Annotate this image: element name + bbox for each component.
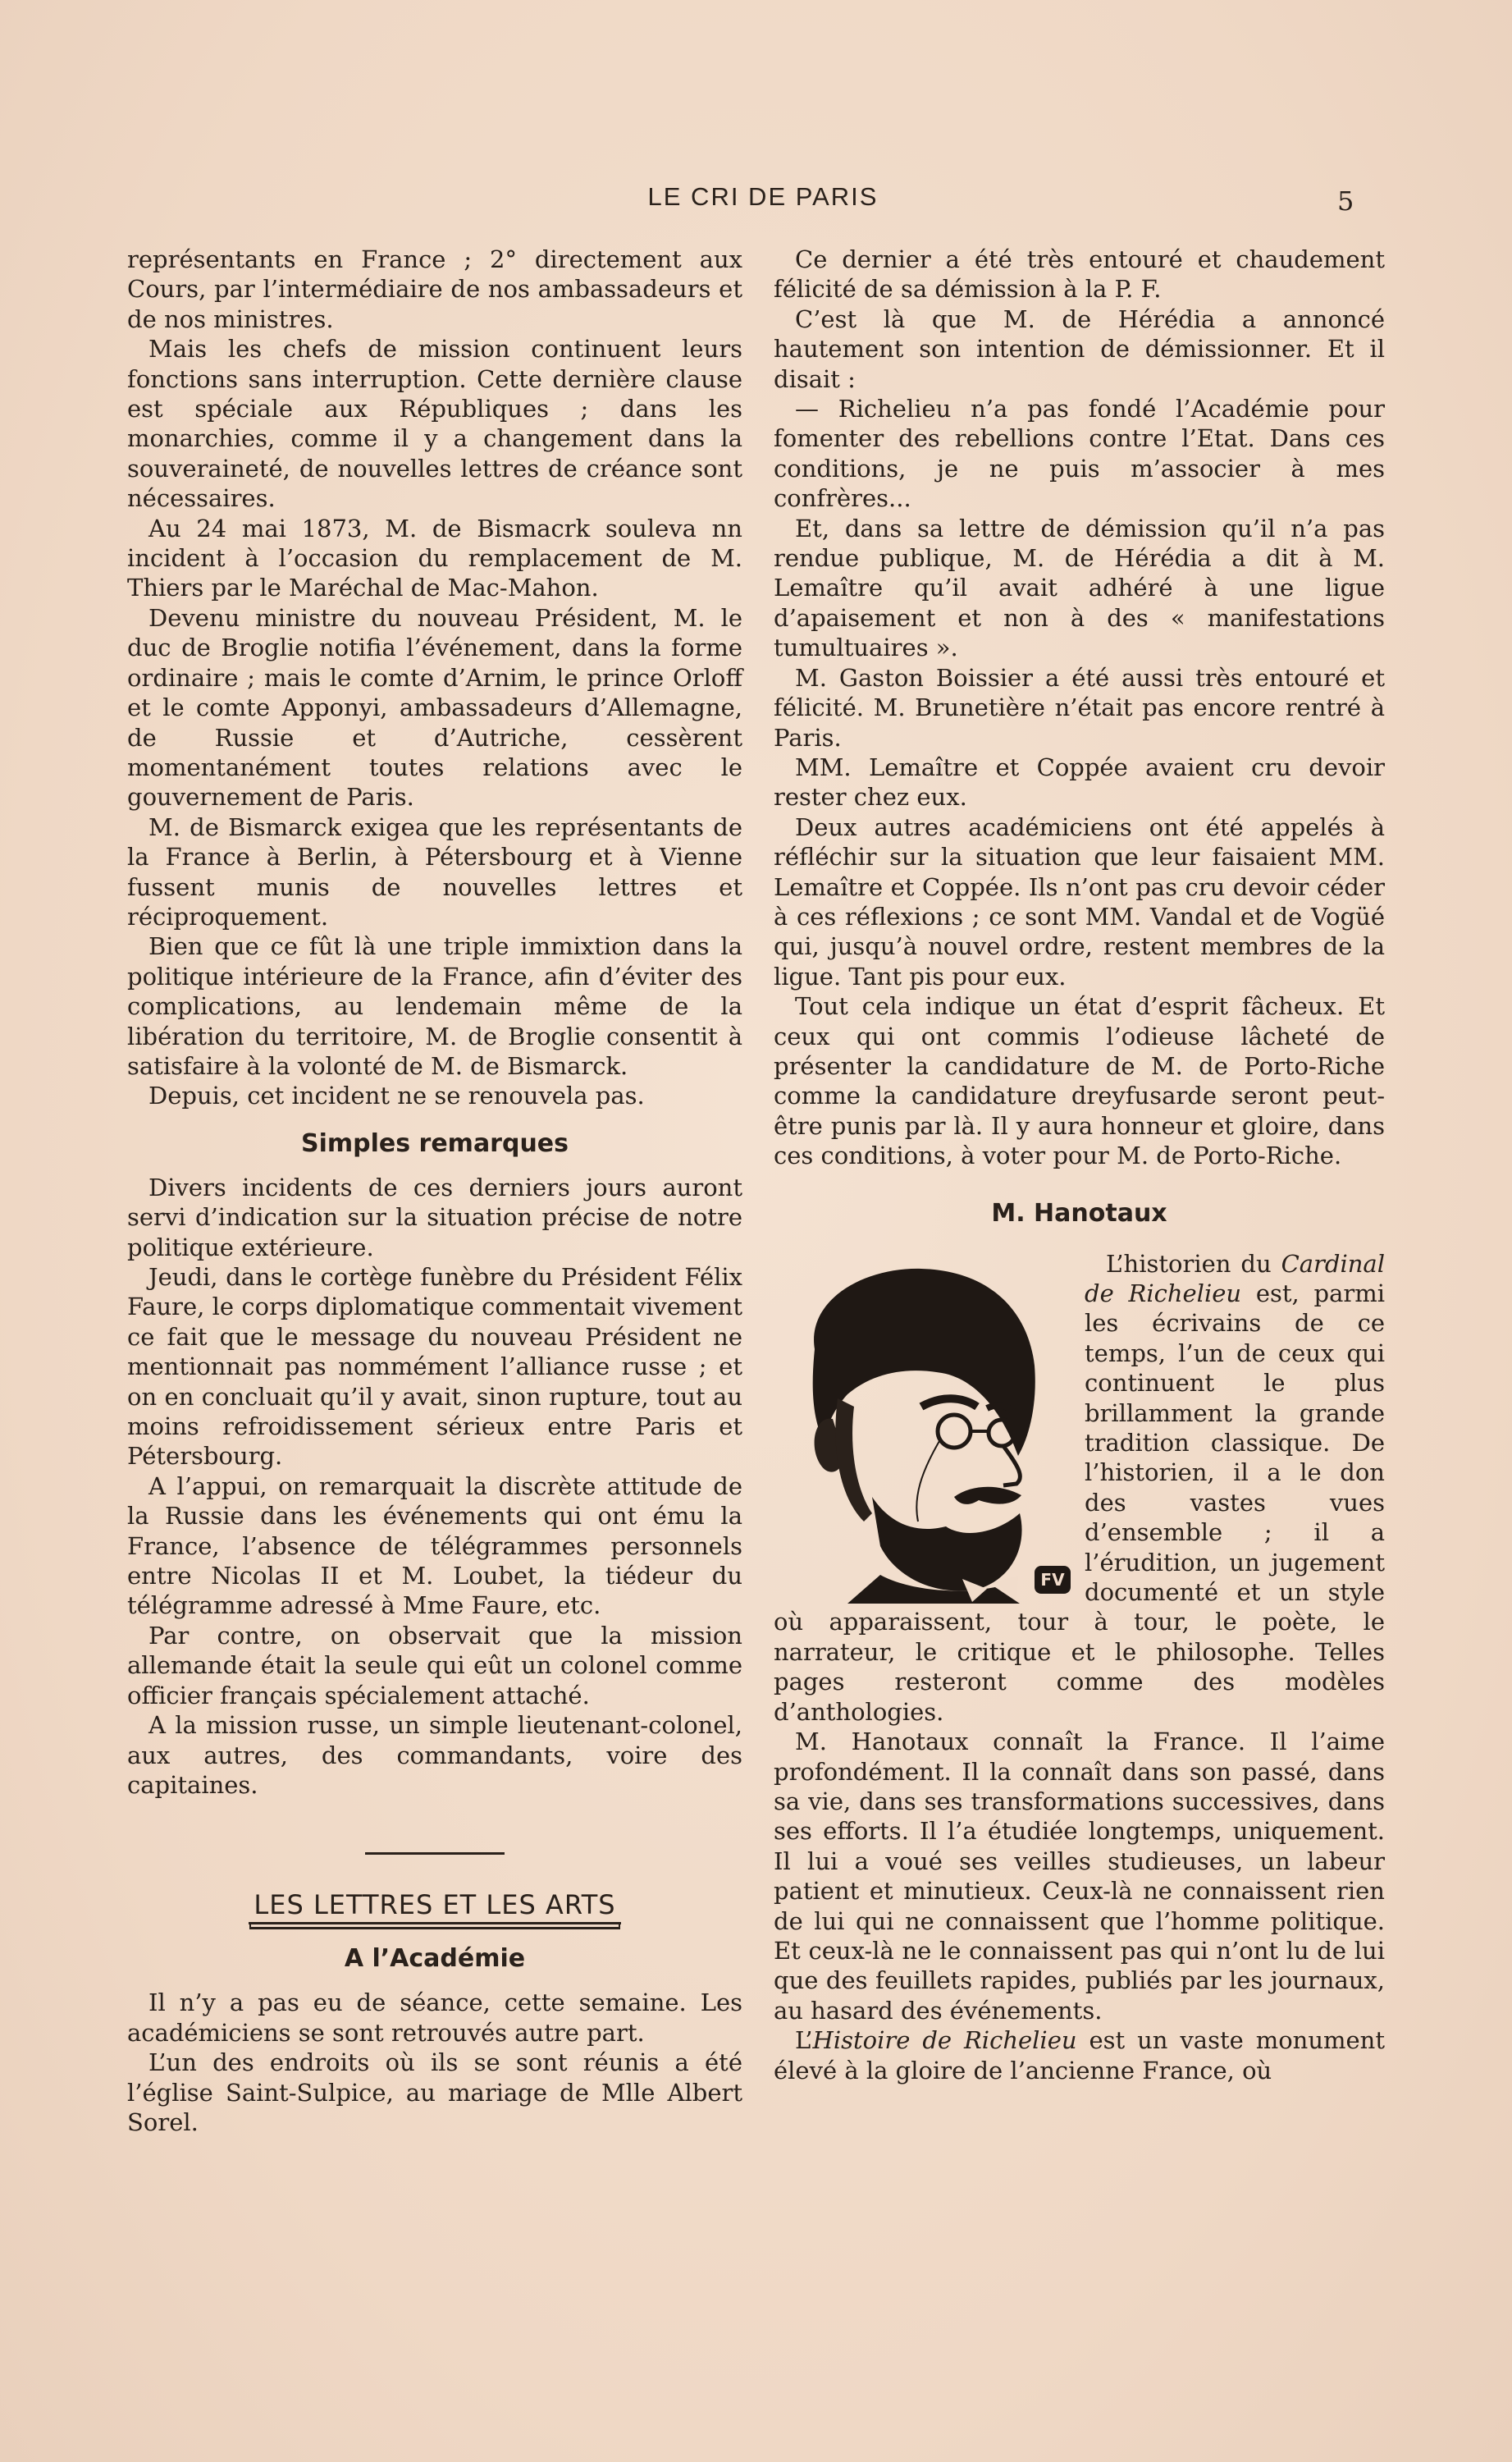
separator-rule: [365, 1852, 505, 1855]
page-number: 5: [1337, 185, 1354, 217]
paragraph: Au 24 mai 1873, M. de Bismacrk souleva nn incident à l’occasion du remplacement de M. Thiers par le Maréchal de Mac-Mahon.: [127, 514, 742, 602]
paragraph: Tout cela indique un état d’esprit fâcheux. Et ceux qui ont commis l’odieuse lâcheté de présenter la candidature de M. de Porto-Riche comme la candidature dreyfusarde seront peut-être punis par là. Il y aura honneur et gloire, dans ces conditions, à voter pour M. de Porto-Riche.: [774, 992, 1385, 1170]
paragraph: Et, dans sa lettre de démission qu’il n’a pas rendue publique, M. de Hérédia a dit à M. Lemaître qu’il avait adhéré à une ligue d’apaisement et non à des « manifestations tumultuaires ».: [774, 514, 1385, 662]
section-title: LES LETTRES ET LES ARTS: [249, 1889, 620, 1924]
newspaper-title: LE CRI DE PARIS: [647, 182, 879, 211]
section-header: [127, 1852, 742, 1924]
paragraph: Jeudi, dans le cortège funèbre du Président Félix Faure, le corps diplomatique commentait vivement ce fait que le message du nouveau Président ne mentionnait pas nommément l’alliance russe ; et on en concluait qu’il y avait, sinon rupture, tout au moins refroidissement sérieux entre Paris et Pétersbourg.: [127, 1263, 742, 1471]
text-run: est un vaste monument élevé à la gloire de l’ancienne France, où: [774, 2026, 1385, 2084]
paragraph: Par contre, on observait que la mission allemande était la seule qui eût un colonel comme officier français spécialement attaché.: [127, 1621, 742, 1709]
paragraph: représentants en France ; 2° directement aux Cours, par l’intermédiaire de nos ambassadeurs et de nos ministres.: [127, 245, 742, 333]
paragraph: — Richelieu n’a pas fondé l’Académie pour fomenter des rebellions contre l’Etat. Dans ces conditions, je ne puis m’associer à mes confrères...: [774, 395, 1385, 513]
left-column: [127, 245, 742, 2137]
paragraph: C’est là que M. de Hérédia a annoncé hautement son intention de démissionner. Et il disait :: [774, 304, 1385, 393]
paragraph: Mais les chefs de mission continuent leurs fonctions sans interruption. Cette dernière clause est spéciale aux Républiques ; dans les monarchies, comme il y a changement dans la souveraineté, de nouvelles lettres de créance sont nécessaires.: [127, 335, 742, 513]
paragraph: [774, 2025, 1385, 2085]
paragraph: A l’appui, on remarquait la discrète attitude de la Russie dans les événements qui ont ému la France, l’absence de télégrammes personnels entre Nicolas II et M. Loubet, la tiédeur du télégramme adressé à Mme Faure, etc.: [127, 1471, 742, 1620]
running-head: [0, 182, 1512, 215]
paragraph: M. de Bismarck exigea que les représentants de la France à Berlin, à Pétersbourg et à Vienne fussent munis de nouvelles lettres et réciproquement.: [127, 812, 742, 931]
heading-simples-remarques: Simples remarques: [300, 1128, 569, 1158]
paragraph: L’un des endroits où ils se sont réunis a été l’église Saint-Sulpice, au mariage de Mlle Albert Sorel.: [127, 2048, 742, 2136]
portrait-monogram: FV: [1040, 1569, 1065, 1590]
paragraph: Depuis, cet incident ne se renouvela pas.: [148, 1082, 645, 1110]
paragraph: Il n’y a pas eu de séance, cette semaine. Les académiciens se sont retrouvés autre part.: [127, 1988, 742, 2047]
paragraph: M. Hanotaux connaît la France. Il l’aime profondément. Il la connaît dans son passé, dans sa vie, dans ses transformations successives, dans ses efforts. Il l’a étudiée longtemps, uniquement. Il lui a voué ses veilles studieuses, un labeur patient et minutieux. Ceux-là ne connaissent rien de lui qui ne connaissent que l’homme politique. Et ceux-là ne le connaissent pas qui n’ont lu de lui que des feuillets rapides, publiés par les journaux, au hasard des événements.: [774, 1728, 1385, 2025]
italic-title: Histoire de Richelieu: [812, 2026, 1077, 2055]
paragraph: M. Gaston Boissier a été aussi très entouré et félicité. M. Brunetière n’était pas encore rentré à Paris.: [774, 663, 1385, 752]
paragraph: Ce dernier a été très entouré et chaudement félicité de sa démission à la P. F.: [774, 245, 1385, 304]
paragraph: Divers incidents de ces derniers jours auront servi d’indication sur la situation précise de notre politique extérieure.: [127, 1173, 742, 1261]
text-run: L’historien du: [1106, 1249, 1281, 1278]
text-run: est, parmi les écrivains de ce temps, l’un de ceux qui continuent le plus brillamment la grande tradition classique. De l’historien, il a le don des vastes vues d’ensemble ; il a l’érudition, un jugement documenté et un style où apparaissent, tour à tour, le poète, le narrateur, le critique et le philosophe. Telles pages resteront comme des modèles d’anthologies.: [774, 1279, 1386, 1726]
paragraph: Bien que ce fût là une triple immixtion dans la politique intérieure de la France, afin d’éviter des complications, au lendemain même de la libération du territoire, M. de Broglie consentit à satisfaire à la volonté de M. de Bismarck.: [127, 932, 742, 1080]
paragraph: Deux autres académiciens ont été appelés à réfléchir sur la situation que leur faisaient MM. Lemaître et Coppée. Ils n’ont pas cru devoir céder à ces réflexions ; ce sont MM. Vandal et de Vogüé qui, jusqu’à nouvel ordre, restent membres de la ligue. Tant pis pour eux.: [774, 812, 1385, 991]
heading-academie: A l’Académie: [344, 1944, 526, 1974]
heading-hanotaux: M. Hanotaux: [991, 1198, 1167, 1228]
paragraph: Devenu ministre du nouveau Président, M. le duc de Broglie notifia l’événement, dans la forme ordinaire ; mais le comte d’Arnim, le prince Orloff et le comte Apponyi, ambassadeurs d’Allemagne, de Russie et d’Autriche, cessèrent momentanément toutes relations avec le gouvernement de Paris.: [127, 603, 742, 812]
italic-title: Cardinal de Richelieu: [1085, 1249, 1385, 1307]
paragraph: MM. Lemaître et Coppée avaient cru devoir rester chez eux.: [774, 753, 1385, 812]
hanotaux-portrait-image: [757, 1251, 1077, 1604]
right-column: [774, 245, 1385, 2085]
paragraph: A la mission russe, un simple lieutenant-colonel, aux autres, des commandants, voire des capitaines.: [127, 1711, 742, 1799]
text-run: L’: [795, 2026, 813, 2055]
